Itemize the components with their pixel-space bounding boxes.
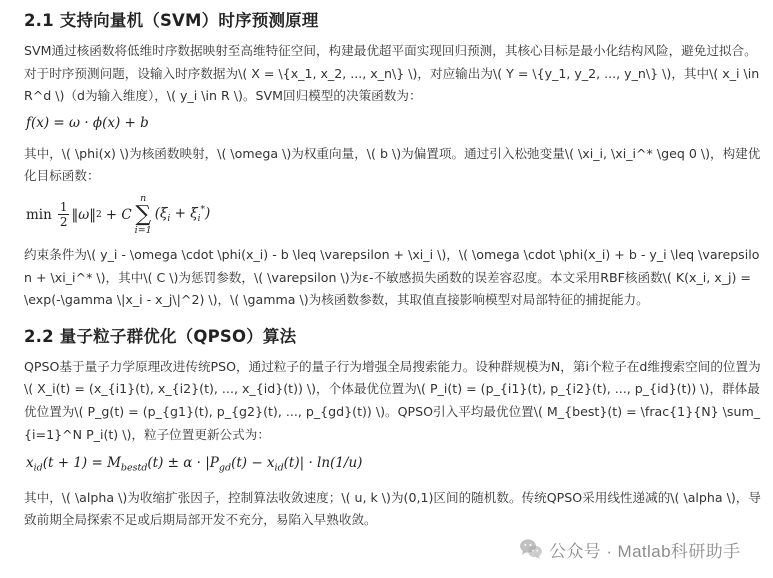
svm-decision-formula: f(x) = ω · ϕ(x) + b	[26, 114, 149, 131]
qpso-intro-paragraph: QPSO基于量子力学原理改进传统PSO，通过粒子的量子行为增强全局搜索能力。设种群规模为N，第i个粒子在d维搜索空间的位置为\( X_i(t) = (x_{i1}(t), x_{i2}(t), ..., x_{id}(t)) \)，个体最优位置为\( P_i(t) = (p_{i1}(t), p_{i2}(t), ..., p_{id}(t)) \)，群体最优位置为\( P_g(t) = (p_{g1}(t), p_{g2}(t), ..., p_{gd}(t)) \)。QPSO引入平均最优位置\( M_{best}(t) = \frac{1}{N} \sum_{i=1}^N P_i(t) \)，粒子位置更新公式为：	[24, 358, 761, 442]
formula-norm-exponent: 2	[95, 209, 102, 220]
qpso-m-sub: bestd	[120, 462, 148, 474]
sum-body-sub2: i	[197, 214, 201, 225]
formula-plus-c: + C	[105, 206, 132, 223]
fraction-denominator: 2	[59, 215, 68, 230]
svm-constraint-paragraph: 约束条件为\( y_i - \omega \cdot \phi(x_i) - b \leq \varepsilon + \xi_i \)，\( \omega \cdot \phi(x_i) + b - y_i \leq \varepsilon + \xi_i^* \)，其中\( C \)为惩罚参数，\( \varepsilon \)为ε-不敏感损失函数的误差容忍度。本文采用RBF核函数\( K(x_i, x_j) = \exp(-\gamma \|x_i - x_j\|^2) \)，\( \gamma \)为核函数参数，其取值直接影响模型对局部特征的捕捉能力。	[24, 246, 760, 308]
sum-lower-limit: i=1	[134, 224, 152, 236]
qpso-p-sub: gd	[218, 462, 232, 474]
formula-norm: ‖ω‖	[71, 206, 96, 223]
qpso-tail: (t)| · ln(1/u)	[283, 455, 363, 472]
qpso-lhs-arg: (t + 1) = M	[42, 455, 121, 472]
qpso-mid: (t) ± α · |P	[147, 455, 219, 472]
sum-body-plus: + ξ	[170, 205, 198, 222]
qpso-mid2: (t) − x	[231, 455, 275, 472]
section-heading-qpso: 2.2 量子粒子群优化（QPSO）算法	[24, 326, 297, 346]
watermark-text: 公众号 · Matlab科研助手	[549, 541, 741, 561]
formula-sum-body	[155, 205, 211, 224]
qpso-x-sub: id	[274, 462, 284, 474]
formula-summation	[135, 194, 152, 236]
qpso-alpha-paragraph: 其中，\( \alpha \)为收缩扩张因子，控制算法收敛速度；\( u, k \)为(0,1)区间的随机数。传统QPSO采用线性递减的\( \alpha \)，导致前期全局探索不足或后期局部开发不充分，易陷入早熟收敛。	[24, 489, 761, 528]
sum-body-open: (ξ	[154, 205, 168, 222]
formula-min-label: min	[26, 206, 52, 223]
wechat-icon	[519, 538, 543, 560]
formula-half-fraction	[58, 200, 70, 229]
section-heading-svm: 2.1 支持向量机（SVM）时序预测原理	[24, 11, 319, 30]
svm-objective-formula	[26, 190, 761, 240]
svm-intro-paragraph: SVM通过核函数将低维时序数据映射至高维特征空间，构建最优超平面实现回归预测，其核心目标是最小化结构风险，避免过拟合。对于时序预测问题，设输入时序数据为\( X = \{x_1, x_2, ..., x_n\} \)，对应输出为\( Y = \{y_1, y_2, ..., y_n\} \)，其中\( x_i \in R^d \)（d为输入维度），\( y_i \in R \)。SVM回归模型的决策函数为：	[24, 43, 760, 104]
qpso-lhs-sub: id	[33, 462, 43, 474]
qpso-update-formula	[26, 452, 761, 480]
qpso-lhs: x	[26, 455, 34, 472]
sum-sigma: ∑	[135, 201, 152, 227]
wechat-watermark	[519, 535, 741, 563]
fraction-numerator: 1	[59, 200, 68, 215]
sum-body-sub1: i	[167, 214, 171, 225]
svm-kernel-paragraph: 其中，\( \phi(x) \)为核函数映射，\( \omega \)为权重向量，\( b \)为偏置项。通过引入松弛变量\( \xi_i, \xi_i^* \geq 0 \)，构建优化目标函数：	[24, 145, 761, 184]
sum-body-close: )	[205, 205, 211, 222]
sum-upper-limit: n	[140, 192, 147, 204]
sum-body-sup2: *	[200, 205, 206, 216]
